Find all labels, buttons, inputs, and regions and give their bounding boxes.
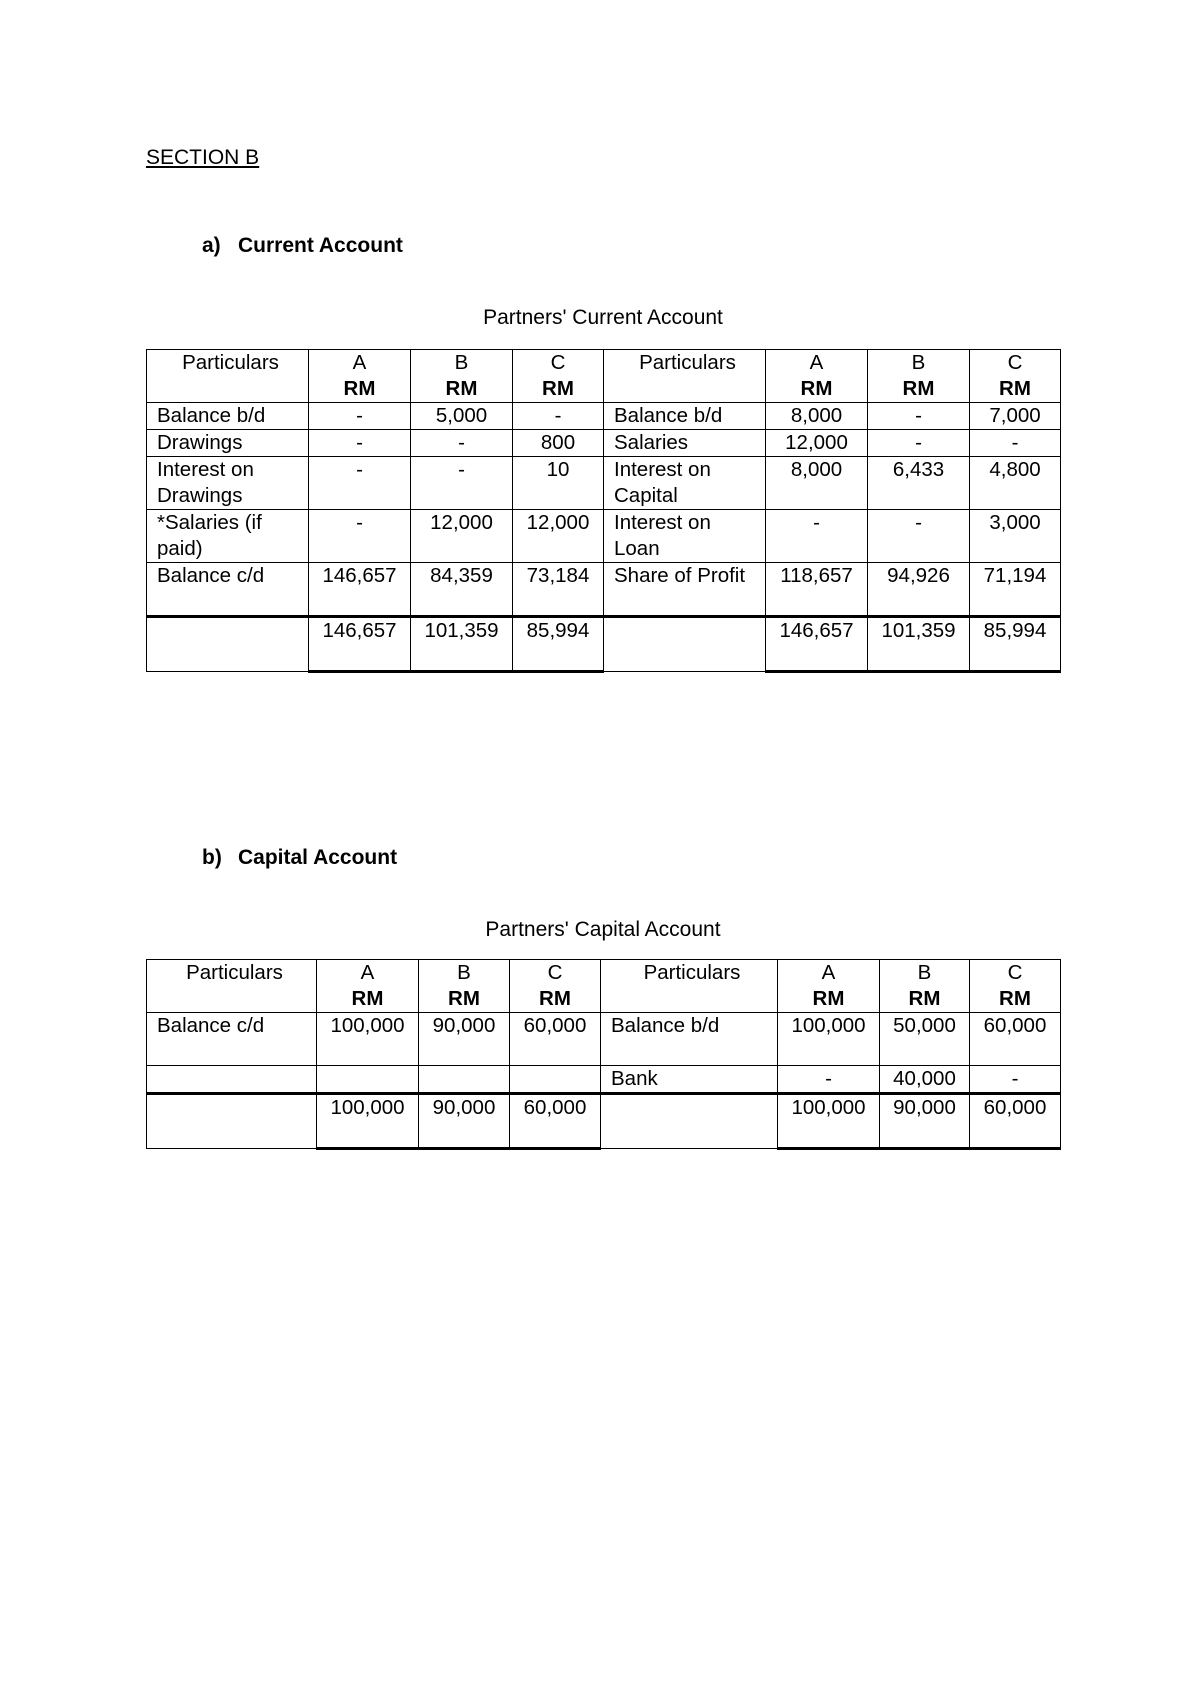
cr-total-b: 90,000 xyxy=(880,1094,970,1149)
table-header-row xyxy=(147,960,1061,1013)
currency-label: RM xyxy=(539,987,571,1010)
partner-name: A xyxy=(352,351,367,374)
dr-partner-a-header xyxy=(317,960,419,1013)
dr-particular: Drawings xyxy=(147,430,309,457)
cr-particular: Share of Profit xyxy=(604,563,766,617)
dr-amount-b: - xyxy=(411,430,513,457)
dr-amount-a: 146,657 xyxy=(309,563,411,617)
dr-total-c: 60,000 xyxy=(510,1094,601,1149)
dr-partner-b-header xyxy=(411,350,513,403)
currency-label: RM xyxy=(812,987,845,1010)
dr-partner-b-header xyxy=(419,960,510,1013)
currency-label: RM xyxy=(902,377,935,400)
part-a-heading-text: Current Account xyxy=(238,234,403,257)
cr-partner-b-header xyxy=(880,960,970,1013)
dr-amount-a: - xyxy=(309,430,411,457)
dr-amount-a: 100,000 xyxy=(317,1013,419,1066)
totals-row xyxy=(147,1094,1061,1149)
cr-amount-a: 8,000 xyxy=(766,403,868,430)
partner-name: C xyxy=(1007,961,1023,984)
table-row xyxy=(147,1066,1061,1094)
table-row xyxy=(147,403,1061,430)
cr-particular: Balance b/d xyxy=(604,403,766,430)
dr-amount-a xyxy=(317,1066,419,1094)
dr-particular: *Salaries (if paid) xyxy=(147,510,309,563)
cr-particular: Salaries xyxy=(604,430,766,457)
cr-amount-b: - xyxy=(868,510,970,563)
section-title: SECTION B xyxy=(146,146,260,169)
currency-label: RM xyxy=(448,987,480,1010)
cr-amount-c: 71,194 xyxy=(970,563,1061,617)
cr-total-b: 101,359 xyxy=(868,617,970,672)
dr-particular xyxy=(147,1066,317,1094)
cr-partner-a-header xyxy=(766,350,868,403)
currency-label: RM xyxy=(542,377,574,400)
dr-total-label xyxy=(147,617,309,672)
currency-label: RM xyxy=(800,377,833,400)
cr-particulars-header: Particulars xyxy=(601,960,778,1013)
partner-name: C xyxy=(547,961,563,984)
currency-label: RM xyxy=(999,987,1031,1010)
dr-amount-c xyxy=(510,1066,601,1094)
table-row xyxy=(147,510,1061,563)
cr-partner-c-header xyxy=(970,350,1061,403)
cr-total-c: 85,994 xyxy=(970,617,1061,672)
cr-amount-b: - xyxy=(868,430,970,457)
partner-name: C xyxy=(1007,351,1023,374)
capital-account-table xyxy=(146,959,1061,1150)
dr-amount-c: 800 xyxy=(513,430,604,457)
cr-amount-c: - xyxy=(970,430,1061,457)
cr-amount-b: 50,000 xyxy=(880,1013,970,1066)
dr-amount-b: 5,000 xyxy=(411,403,513,430)
dr-total-label xyxy=(147,1094,317,1149)
dr-amount-a: - xyxy=(309,457,411,510)
dr-amount-b xyxy=(419,1066,510,1094)
cr-amount-a: 100,000 xyxy=(778,1013,880,1066)
partner-name: B xyxy=(454,351,469,374)
cr-amount-a: 8,000 xyxy=(766,457,868,510)
cr-amount-c: 4,800 xyxy=(970,457,1061,510)
cr-partner-c-header xyxy=(970,960,1061,1013)
current-account-heading xyxy=(202,234,403,258)
currency-label: RM xyxy=(351,987,384,1010)
table-row xyxy=(147,563,1061,617)
dr-particular: Balance b/d xyxy=(147,403,309,430)
partner-name: A xyxy=(360,961,375,984)
dr-partner-c-header xyxy=(510,960,601,1013)
part-b-label: b) xyxy=(202,846,222,869)
dr-amount-b: 12,000 xyxy=(411,510,513,563)
cr-amount-c: 60,000 xyxy=(970,1013,1061,1066)
cr-amount-a: 12,000 xyxy=(766,430,868,457)
currency-label: RM xyxy=(343,377,376,400)
cr-particular: Interest on Loan xyxy=(604,510,766,563)
totals-row xyxy=(147,617,1061,672)
cr-total-a: 100,000 xyxy=(778,1094,880,1149)
table-row xyxy=(147,1013,1061,1066)
dr-total-a: 100,000 xyxy=(317,1094,419,1149)
cr-amount-a: 118,657 xyxy=(766,563,868,617)
partner-name: C xyxy=(550,351,566,374)
currency-label: RM xyxy=(908,987,941,1010)
table-row xyxy=(147,457,1061,510)
cr-amount-b: 40,000 xyxy=(880,1066,970,1094)
table-header-row xyxy=(147,350,1061,403)
capital-account-caption: Partners' Capital Account xyxy=(485,918,721,941)
cr-amount-a: - xyxy=(766,510,868,563)
cr-amount-b: 94,926 xyxy=(868,563,970,617)
dr-amount-b: 84,359 xyxy=(411,563,513,617)
dr-amount-c: 73,184 xyxy=(513,563,604,617)
cr-amount-c: 7,000 xyxy=(970,403,1061,430)
cr-total-a: 146,657 xyxy=(766,617,868,672)
cr-amount-b: 6,433 xyxy=(868,457,970,510)
partner-name: B xyxy=(911,351,926,374)
dr-amount-a: - xyxy=(309,403,411,430)
cr-total-label xyxy=(601,1094,778,1149)
currency-label: RM xyxy=(999,377,1031,400)
table-row xyxy=(147,430,1061,457)
dr-partner-a-header xyxy=(309,350,411,403)
dr-particular: Balance c/d xyxy=(147,1013,317,1066)
currency-label: RM xyxy=(445,377,478,400)
cr-partner-a-header xyxy=(778,960,880,1013)
dr-amount-c: 60,000 xyxy=(510,1013,601,1066)
dr-particular: Balance c/d xyxy=(147,563,309,617)
partner-name: A xyxy=(809,351,824,374)
dr-total-b: 90,000 xyxy=(419,1094,510,1149)
partner-name: B xyxy=(917,961,932,984)
dr-particular: Interest on Drawings xyxy=(147,457,309,510)
dr-amount-c: 12,000 xyxy=(513,510,604,563)
capital-account-heading xyxy=(202,846,397,870)
dr-amount-c: 10 xyxy=(513,457,604,510)
dr-total-c: 85,994 xyxy=(513,617,604,672)
cr-partner-b-header xyxy=(868,350,970,403)
part-b-heading-text: Capital Account xyxy=(238,846,398,869)
partner-name: A xyxy=(821,961,836,984)
dr-particulars-header: Particulars xyxy=(147,960,317,1013)
cr-particular: Interest on Capital xyxy=(604,457,766,510)
cr-particular: Balance b/d xyxy=(601,1013,778,1066)
cr-amount-b: - xyxy=(868,403,970,430)
cr-amount-c: - xyxy=(970,1066,1061,1094)
dr-total-b: 101,359 xyxy=(411,617,513,672)
cr-amount-a: - xyxy=(778,1066,880,1094)
dr-amount-b: 90,000 xyxy=(419,1013,510,1066)
current-account-caption: Partners' Current Account xyxy=(483,306,723,329)
dr-amount-a: - xyxy=(309,510,411,563)
cr-amount-c: 3,000 xyxy=(970,510,1061,563)
dr-particulars-header: Particulars xyxy=(147,350,309,403)
current-account-table xyxy=(146,349,1061,673)
partner-name: B xyxy=(457,961,471,984)
dr-total-a: 146,657 xyxy=(309,617,411,672)
part-a-label: a) xyxy=(202,234,221,257)
dr-amount-b: - xyxy=(411,457,513,510)
cr-particulars-header: Particulars xyxy=(604,350,766,403)
dr-amount-c: - xyxy=(513,403,604,430)
cr-total-c: 60,000 xyxy=(970,1094,1061,1149)
cr-particular: Bank xyxy=(601,1066,778,1094)
cr-total-label xyxy=(604,617,766,672)
dr-partner-c-header xyxy=(513,350,604,403)
